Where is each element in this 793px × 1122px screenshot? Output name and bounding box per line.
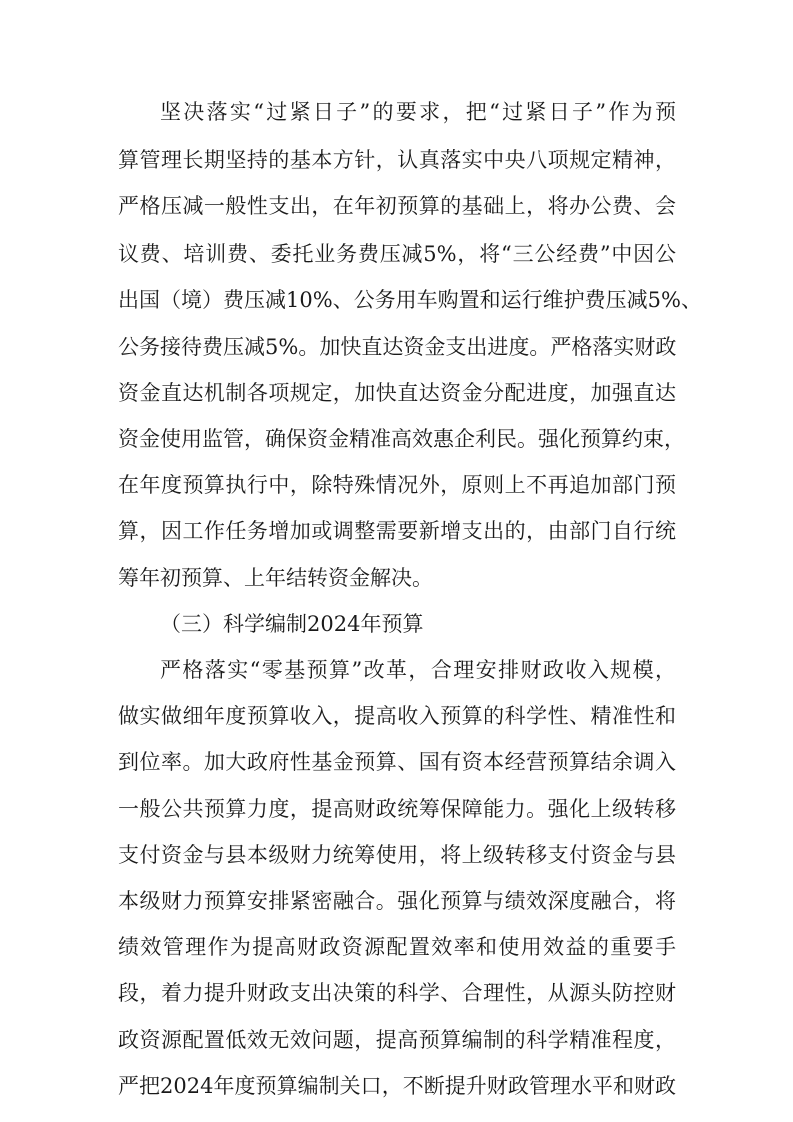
paragraph-line: 段，着力提升财政支出决策的科学、合理性，从源头防控财 [118, 981, 676, 1005]
paragraph-line: 做实做细年度预算收入，提高收入预算的科学性、精准性和 [118, 704, 676, 728]
section-heading: （三）科学编制2024年预算 [160, 612, 424, 636]
paragraph-line: 出国（境）费压减10%、公务用车购置和运行维护费压减5%、 [118, 288, 702, 312]
paragraph-line: 在年度预算执行中，除特殊情况外，原则上不再追加部门预 [118, 473, 676, 497]
paragraph-line: 绩效管理作为提高财政资源配置效率和使用效益的重要手 [118, 935, 676, 959]
paragraph-line: 公务接待费压减5%。加快直达资金支出进度。严格落实财政 [118, 335, 677, 359]
paragraph-line: 坚决落实“过紧日子”的要求，把“过紧日子”作为预 [160, 100, 676, 124]
paragraph-line: 资金直达机制各项规定，加快直达资金分配进度，加强直达 [118, 381, 676, 405]
paragraph-line: 资金使用监管，确保资金精准高效惠企利民。强化预算约束， [118, 427, 685, 451]
paragraph-line: 算，因工作任务增加或调整需要新增支出的，由部门自行统 [118, 519, 676, 543]
paragraph-line: 政资源配置低效无效问题，提高预算编制的科学精准程度， [118, 1028, 676, 1052]
paragraph-line: 严格压减一般性支出，在年初预算的基础上，将办公费、会 [118, 194, 676, 218]
paragraph-line: 到位率。加大政府性基金预算、国有资本经营预算结余调入 [118, 750, 676, 774]
paragraph-line: 筹年初预算、上年结转资金解决。 [118, 566, 433, 590]
paragraph-line: 本级财力预算安排紧密融合。强化预算与绩效深度融合，将 [118, 889, 676, 913]
paragraph-line: 算管理长期坚持的基本方针，认真落实中央八项规定精神， [118, 148, 676, 172]
paragraph-line: 严把2024年度预算编制关口，不断提升财政管理水平和财政 [118, 1074, 676, 1098]
paragraph-line: 议费、培训费、委托业务费压减5%，将“三公经费”中因公 [118, 242, 676, 266]
paragraph-line: 支付资金与县本级财力统筹使用，将上级转移支付资金与县 [118, 843, 676, 867]
paragraph-line: 严格落实“零基预算”改革，合理安排财政收入规模， [160, 658, 676, 682]
paragraph-line: 一般公共预算力度，提高财政统筹保障能力。强化上级转移 [118, 797, 676, 821]
